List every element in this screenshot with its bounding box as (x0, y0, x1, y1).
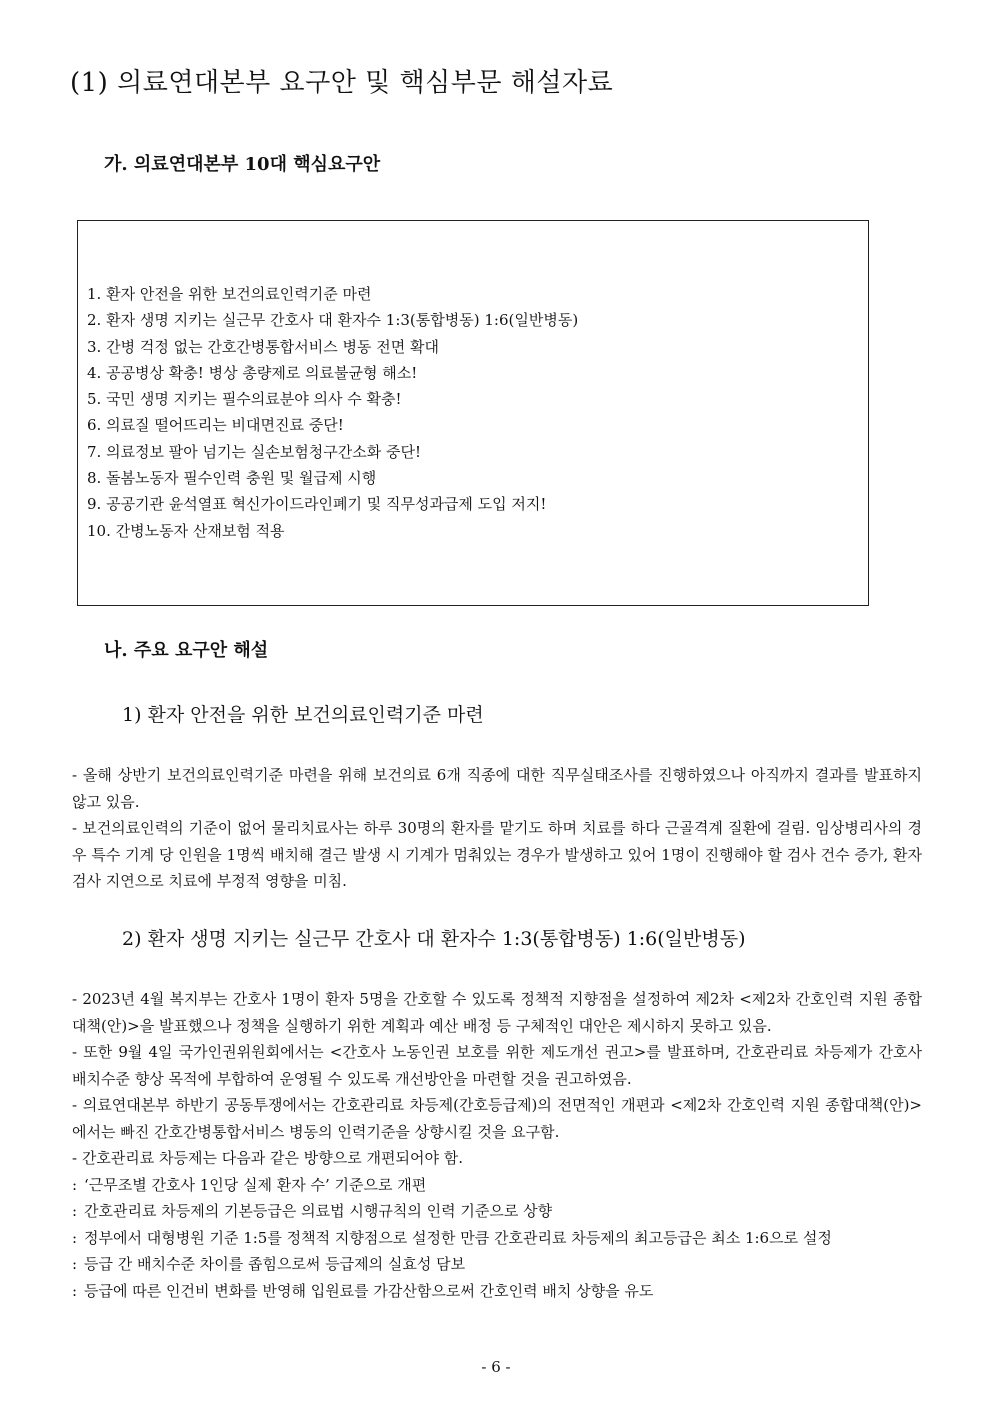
colon-marker: : (72, 1175, 78, 1194)
reform-item (72, 1278, 922, 1305)
body-paragraph: - 간호관리료 차등제는 다음과 같은 방향으로 개편되어야 함. (72, 1149, 463, 1167)
demand-item: 3. 간병 걱정 없는 간호간병통합서비스 병동 전면 확대 (87, 337, 439, 356)
demand-item: 1. 환자 안전을 위한 보건의료인력기준 마련 (87, 285, 372, 303)
demand-item: 8. 돌봄노동자 필수인력 충원 및 월급제 시행 (87, 469, 377, 488)
demand-item: 6. 의료질 떨어뜨리는 비대면진료 중단! (87, 416, 344, 435)
core-demands-list (87, 281, 578, 544)
colon-marker: : (72, 1281, 78, 1300)
section-heading-explanation: 나. 주요 요구안 해설 (104, 640, 269, 661)
demand-item: 7. 의료정보 팔아 넘기는 실손보험청구간소화 중단! (87, 442, 421, 461)
reform-item-text: ‘근무조별 간호사 1인당 실제 환자 수’ 기준으로 개편 (84, 1175, 427, 1194)
subsection-heading-staffing-standard: 1) 환자 안전을 위한 보건의료인력기준 마련 (122, 704, 484, 726)
body-paragraph: - 의료연대본부 하반기 공동투쟁에서는 간호관리료 차등제(간호등급제)의 전면적인 개편과 <제2차 간호인력 지원 종합대책(안)>에서는 빠진 간호간병통합서비스 병동의 인력기준을 상향시킬 것을 요구함. (72, 1096, 922, 1141)
demand-item: 9. 공공기관 윤석열표 혁신가이드라인폐기 및 직무성과급제 도입 저지! (87, 495, 547, 514)
core-demands-box (77, 220, 869, 606)
reform-item (72, 1198, 922, 1225)
body-paragraph: - 올해 상반기 보건의료인력기준 마련을 위해 보건의료 6개 직종에 대한 직무실태조사를 진행하였으나 아직까지 결과를 발표하지 않고 있음. (72, 766, 922, 811)
colon-marker: : (72, 1228, 78, 1247)
subsection-body-nurse-ratio (72, 986, 922, 1304)
demand-item: 2. 환자 생명 지키는 실근무 간호사 대 환자수 1:3(통합병동) 1:6(일반병동) (87, 311, 579, 330)
demand-item: 5. 국민 생명 지키는 필수의료분야 의사 수 확충! (87, 390, 402, 409)
section-heading-core-demands: 가. 의료연대본부 10대 핵심요구안 (104, 154, 381, 175)
page-number: - 6 - (481, 1358, 511, 1376)
body-paragraph: - 보건의료인력의 기준이 없어 물리치료사는 하루 30명의 환자를 맡기도 하며 치료를 하다 근골격계 질환에 걸림. 임상병리사의 경우 특수 기계 당 인원을 1명씩 배치해 결근 발생 시 기계가 멈춰있는 경우가 발생하고 있어 1명이 진행해야 할 검사 건수 증가, 환자 검사 지연으로 치료에 부정적 영향을 미침. (72, 819, 922, 890)
reform-item (72, 1225, 922, 1252)
reform-item (72, 1172, 922, 1199)
demand-item: 4. 공공병상 확충! 병상 총량제로 의료불균형 해소! (87, 363, 418, 382)
reform-item-text: 등급 간 배치수준 차이를 좁힘으로써 등급제의 실효성 담보 (84, 1255, 466, 1273)
reform-item-text: 등급에 따른 인건비 변화를 반영해 입원료를 가감산함으로써 간호인력 배치 상향을 유도 (84, 1281, 654, 1300)
colon-marker: : (72, 1202, 78, 1220)
page-title: (1) 의료연대본부 요구안 및 핵심부문 해설자료 (70, 68, 614, 98)
reform-item-text: 정부에서 대형병원 기준 1:5를 정책적 지향점으로 설정한 만큼 간호관리료 차등제의 최고등급은 최소 1:6으로 설정 (84, 1228, 832, 1247)
subsection-body-staffing-standard (72, 762, 922, 895)
colon-marker: : (72, 1255, 78, 1273)
body-paragraph: - 2023년 4월 복지부는 간호사 1명이 환자 5명을 간호할 수 있도록 정책적 지향점을 설정하여 제2차 <제2차 간호인력 지원 종합대책(안)>을 발표했으나 정책을 실행하기 위한 계획과 예산 배정 등 구체적인 대안은 제시하지 못하고 있음. (72, 990, 922, 1035)
demand-item: 10. 간병노동자 산재보험 적용 (87, 521, 285, 540)
body-paragraph: - 또한 9월 4일 국가인권위원회에서는 <간호사 노동인권 보호를 위한 제도개선 권고>를 발표하며, 간호관리료 차등제가 간호사 배치수준 향상 목적에 부합하여 운영될 수 있도록 개선방안을 마련할 것을 권고하였음. (72, 1043, 922, 1088)
reform-item-text: 간호관리료 차등제의 기본등급은 의료법 시행규칙의 인력 기준으로 상향 (84, 1202, 553, 1220)
subsection-heading-nurse-ratio: 2) 환자 생명 지키는 실근무 간호사 대 환자수 1:3(통합병동) 1:6(일반병동) (122, 928, 746, 950)
reform-item (72, 1251, 922, 1278)
